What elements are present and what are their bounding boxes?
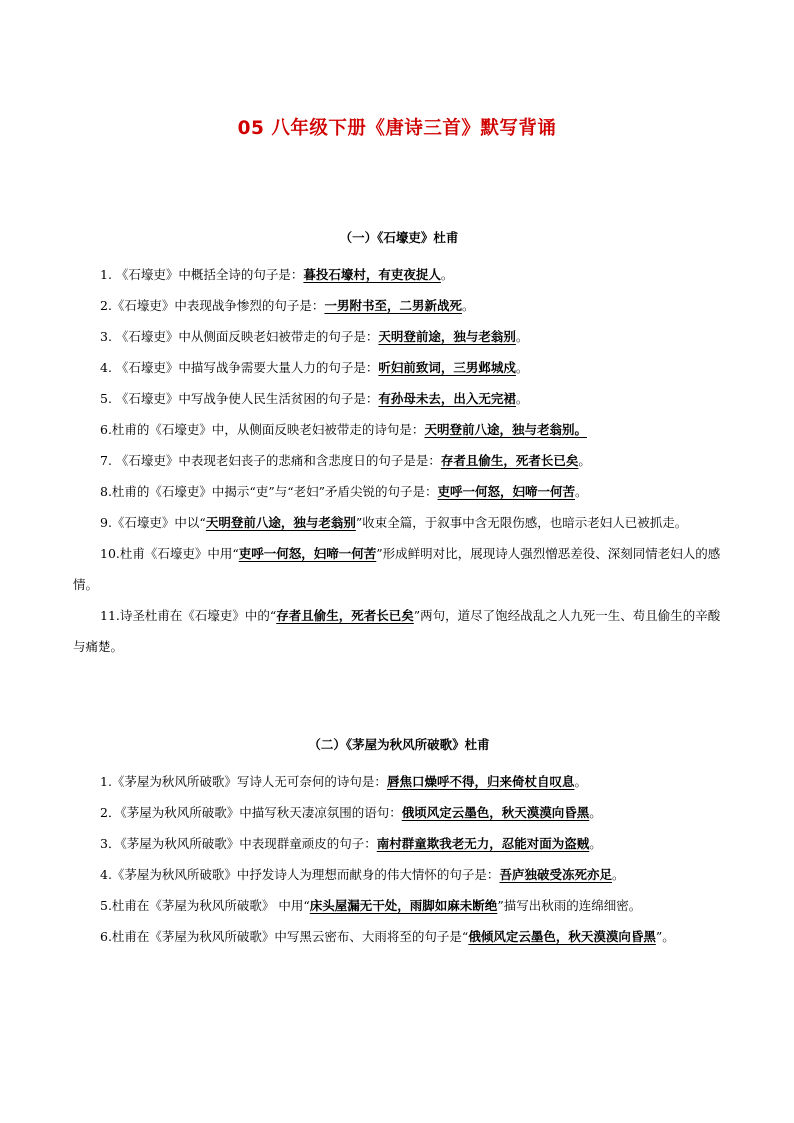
question-item: [73, 890, 725, 921]
question-suffix: 。: [578, 453, 591, 468]
question-prompt: 2．《茅屋为秋风所破歌》中描写秋天凄凉氛围的语句：: [100, 805, 402, 820]
section-heading: （二）《茅屋为秋风所破歌》杜甫: [308, 737, 490, 752]
question-item: [73, 290, 725, 321]
question-prompt: 6.杜甫的《石壕吏》中，从侧面反映老妇被带走的诗句是：: [100, 422, 425, 437]
question-suffix: 。: [515, 360, 529, 375]
answer-text: 一男附书至，二男新战死: [324, 298, 462, 313]
answer-text: 存者且偷生，死者长已矣: [276, 608, 414, 623]
answer-text: 暮投石壕村，有吏夜捉人: [303, 267, 441, 282]
answer-text: 天明登前途，独与老翁别: [378, 329, 516, 344]
question-suffix: 。: [440, 267, 454, 282]
answer-text: 俄倾风定云墨色，秋天漠漠向昏黑: [468, 929, 656, 944]
question-prompt: 10.杜甫《石壕吏》中用“: [100, 546, 239, 561]
answer-text: 听妇前致词，三男邺城戍: [378, 360, 516, 375]
section-maowu: [73, 735, 725, 952]
question-item: [73, 828, 725, 859]
question-item: [73, 414, 725, 445]
question-suffix: 。: [461, 298, 475, 313]
question-item: [73, 383, 725, 414]
question-suffix: 。: [515, 391, 529, 406]
question-item: [73, 321, 725, 352]
question-prompt: 8.杜甫的《石壕吏》中揭示“吏”与“老妇”矛盾尖锐的句子是：: [100, 484, 438, 499]
question-prompt: 9.《石壕吏》中以“: [100, 515, 206, 530]
question-prompt: 11.诗圣杜甫在《石壕吏》中的“: [100, 608, 277, 623]
question-prompt: 2.《石壕吏》中表现战争惨烈的句子是：: [100, 298, 325, 313]
question-suffix: 。: [589, 836, 602, 851]
question-suffix: 。: [515, 329, 529, 344]
answer-text: 天明登前八途，独与老翁别。: [424, 422, 587, 437]
answer-text: 唇焦口燥呼不得，归来倚杖自叹息: [386, 774, 575, 789]
answer-text: 吏呼一何怒，妇啼一何苦: [238, 546, 377, 561]
question-item: [73, 797, 725, 828]
question-suffix: 。: [574, 774, 587, 789]
question-prompt: 1. 《石壕吏》中概括全诗的句子是：: [100, 267, 304, 282]
question-item: [73, 538, 725, 600]
question-prompt: 1.《茅屋为秋风所破歌》写诗人无可奈何的诗句是：: [100, 774, 387, 789]
question-suffix: ”形成鲜明对比，展现诗人强烈憎恶差役、深刻同情老妇人的感情。: [73, 546, 721, 592]
answer-text: 天明登前八途，独与老翁别: [205, 515, 356, 530]
question-item: [73, 921, 725, 952]
answer-text: 南村群童欺我老无力，忍能对面为盗贼: [376, 836, 590, 851]
question-prompt: 4.《茅屋为秋风所破歌》中抒发诗人为理想而献身的伟大情怀的句子是：: [100, 867, 500, 882]
question-item: [73, 859, 725, 890]
question-suffix: ”描写出秋雨的连绵细密。: [497, 898, 642, 913]
question-item: [73, 352, 725, 383]
question-prompt: 5. 《石壕吏》中写战争使人民生活贫困的句子是：: [100, 391, 379, 406]
question-suffix: 。: [611, 867, 625, 882]
answer-text: 吾庐独破受冻死亦足: [499, 867, 612, 882]
section-shihaoli: [73, 228, 725, 662]
question-item: [73, 600, 725, 662]
question-suffix: ”两句，道尽了饱经战乱之人九死一生、苟且偷生的辛酸与痛楚。: [73, 608, 721, 654]
answer-text: 有孙母未去，出入无完裙: [378, 391, 516, 406]
question-suffix: 。: [589, 805, 602, 820]
section-heading: （一）《石壕吏》杜甫: [339, 230, 459, 245]
answer-text: 吏呼一何怒，妇啼一何苦: [437, 484, 576, 499]
question-item: [73, 507, 725, 538]
answer-text: 床头屋漏无干处，雨脚如麻未断绝: [309, 898, 498, 913]
question-item: [73, 766, 725, 797]
question-item: [73, 259, 725, 290]
question-item: [73, 476, 725, 507]
question-suffix: 。: [575, 484, 588, 499]
question-prompt: 5.杜甫在《茅屋为秋风所破歌》 中用“: [100, 898, 310, 913]
question-suffix: ”。: [655, 929, 675, 944]
question-suffix: ”收束全篇，于叙事中含无限伤感，也暗示老妇人已被抓走。: [355, 515, 688, 530]
question-prompt: 3. 《石壕吏》中从侧面反映老妇被带走的句子是：: [100, 329, 379, 344]
question-prompt: 4. 《石壕吏》中描写战争需要大量人力的句子是：: [100, 360, 379, 375]
question-item: [73, 445, 725, 476]
answer-text: 俄顷风定云墨色，秋天漠漠向昏黑: [401, 805, 590, 820]
question-prompt: 3．《茅屋为秋风所破歌》中表现群童顽皮的句子：: [100, 836, 377, 851]
document-title: 05 八年级下册《唐诗三首》默写背诵: [237, 118, 557, 139]
answer-text: 存者且偷生，死者长已矣: [440, 453, 579, 468]
question-prompt: 7. 《石壕吏》中表现老妇丧子的悲痛和含悲度日的句子是是：: [100, 453, 441, 468]
question-prompt: 6.杜甫在《茅屋为秋风所破歌》中写黑云密布、大雨将至的句子是“: [100, 929, 469, 944]
